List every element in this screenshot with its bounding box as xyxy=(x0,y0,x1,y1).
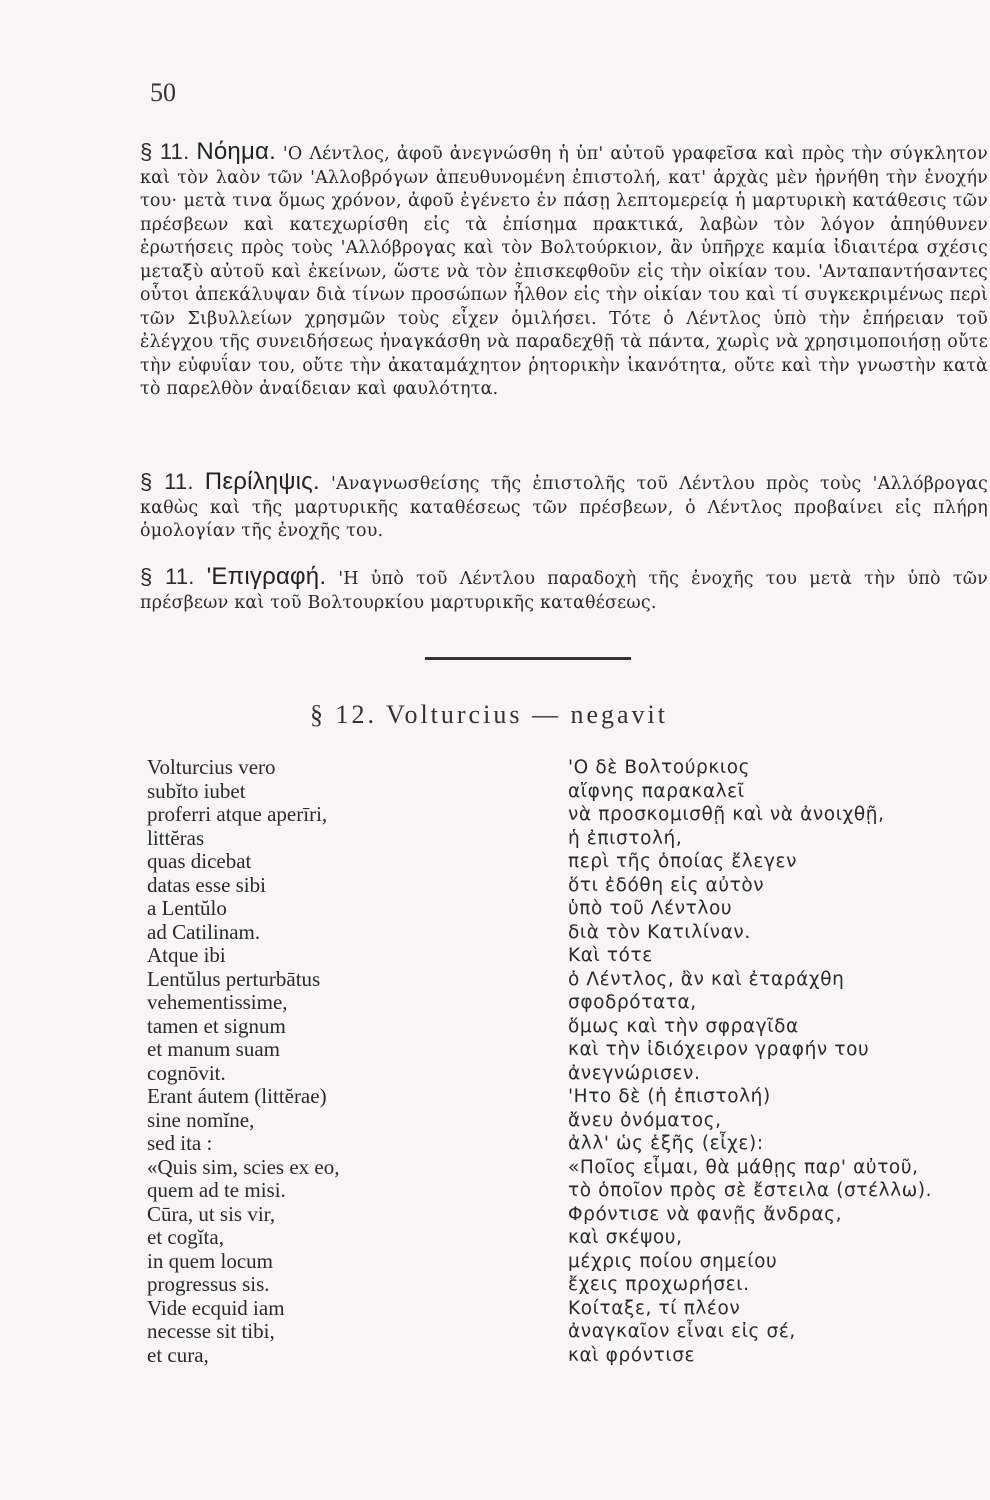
latin-line: littĕras xyxy=(147,825,205,850)
section-epigrafi xyxy=(140,565,988,615)
divider-rule xyxy=(425,657,631,660)
greek-line: διὰ τὸν Κατιλίναν. xyxy=(568,921,751,943)
latin-line: sed ita : xyxy=(147,1131,213,1155)
section-number: § 11. xyxy=(140,564,195,589)
latin-line: et cogĭta, xyxy=(147,1225,224,1249)
section-text: 'Αναγνωσθείσης τῆς ἐπιστολῆς τοῦ Λέντλου πρὸς τοὺς 'Αλλόβρογας καθὼς καὶ τῆς μαρτυρικῆς καταθέσεως τῶν πρέσβεων, ὁ Λέντλος προβαίνει εἰς πλήρη ὁμολογίαν τῆς ἐνοχῆς του. xyxy=(140,474,989,541)
greek-line: ὅμως καὶ τὴν σφραγῖδα xyxy=(568,1015,799,1037)
latin-line: vehementissime, xyxy=(147,990,288,1014)
section-perilipsis xyxy=(140,470,988,544)
latin-line: et manum suam xyxy=(147,1037,280,1061)
section-heading: Περίληψις. xyxy=(204,468,320,495)
greek-line: αἴφνης παρακαλεῖ xyxy=(568,780,745,802)
latin-line: Atque ibi xyxy=(147,943,226,967)
section-text: 'Η ὑπὸ τοῦ Λέντλου παραδοχὴ τῆς ἐνοχῆς του μετὰ τὴν ὑπὸ τῶν πρέσβεων καὶ τοῦ Βολτουρκίου μαρτυρικῆς καταθέσεως. xyxy=(140,569,989,613)
latin-line: Volturcius vero xyxy=(147,755,276,779)
greek-line: ἔχεις προχωρήσει. xyxy=(568,1274,750,1295)
greek-line: σφοδρότατα, xyxy=(568,992,697,1013)
greek-line: 'Ο δὲ Βολτούρκιος xyxy=(568,757,751,778)
greek-line: τὸ ὁποῖον πρὸς σὲ ἔστειλα (στέλλω). xyxy=(568,1180,933,1201)
latin-line: sine nomĭne, xyxy=(147,1107,255,1132)
latin-line: datas esse sibi xyxy=(147,872,266,897)
section-text: 'Ο Λέντλος, ἀφοῦ ἀνεγνώσθη ἡ ὑπ' αὐτοῦ γραφεῖσα καὶ πρὸς τὴν σύγκλητον καὶ τὸν λαὸν τῶν 'Αλλοβρόγων ἀπευθυνομένη ἐπιστολή, κατ' ἀρχὰς μὲν ἠρνήθη τὴν ἐνοχήν του· μετὰ τινα ὅμως χρόνον, ἀφοῦ ἐγένετο ἐν πάσῃ λεπτομερείᾳ ἡ μαρτυρικὴ κατάθεσις τῶν πρέσβεων καὶ κατεχωρίσθη εἰς τὰ ἐπίσημα πρακτικά, λαβὼν τὸν λόγον ἀπηύθυνεν ἐρωτήσεις πρὸς τοὺς 'Αλλόβρογας καὶ τὸν Βολτούρκιον, ἂν ὑπῆρχε καμία ἰδιαιτέρα σχέσις μεταξὺ αὐτοῦ καὶ ἐκείνων, ὥστε νὰ τὸν ἐπισκεφθοῦν εἰς τὴν οἰκίαν του. 'Ανταπαντήσαντες οὗτοι ἀπεκάλυψαν διὰ τίνων προσώπων ἦλθον εἰς τὴν οἰκίαν του καὶ τί συγκεκριμένως περὶ τῶν Σιβυλλείων χρησμῶν τοὺς εἶχεν ὁμιλήσει. Τότε ὁ Λέντλος ὑπὸ τὴν ἐπήρειαν τοῦ ἐλέγχου τῆς συνειδήσεως ἠναγκάσθη νὰ παραδεχθῇ τὰ πάντα, χωρὶς νὰ χρησιμοποιήσῃ οὔτε τὴν εὐφυΐαν του, οὔτε τὴν ἀκαταμάχητον ῥητορικὴν ἱκανότητα, οὔτε καὶ τὴν γνωστὴν κατὰ τὸ παρελθὸν ἀναίδειαν καὶ φαυλότητα. xyxy=(140,144,989,399)
greek-line: Κοίταξε, τί πλέον xyxy=(568,1297,741,1319)
latin-line: in quem locum xyxy=(147,1248,273,1273)
latin-line: ad Catilinam. xyxy=(147,919,261,944)
greek-line: καὶ σκέψου, xyxy=(568,1227,683,1248)
greek-line: περὶ τῆς ὁποίας ἔλεγεν xyxy=(568,851,798,872)
latin-line: tamen et signum xyxy=(147,1013,286,1038)
latin-line: proferri atque aperīri, xyxy=(147,802,328,826)
section-heading: Νόημα. xyxy=(196,138,276,165)
greek-line: ὑπὸ τοῦ Λέντλου xyxy=(568,898,733,919)
greek-line: Φρόντισε νὰ φανῇς ἄνδρας, xyxy=(568,1203,843,1225)
greek-line: νὰ προσκομισθῇ καὶ νὰ ἀνοιχθῇ, xyxy=(568,804,885,825)
latin-line: quas dicebat xyxy=(147,849,252,873)
section-heading: 'Επιγραφή. xyxy=(206,563,327,590)
greek-line: ὁ Λέντλος, ἂν καὶ ἐταράχθη xyxy=(568,968,845,990)
greek-line: καὶ τὴν ἰδιόχειρον γραφήν του xyxy=(568,1039,870,1060)
greek-line: ἄνευ ὀνόματος, xyxy=(568,1109,722,1131)
latin-line: Vide ecquid iam xyxy=(147,1295,285,1320)
latin-column xyxy=(147,756,339,1367)
greek-line: ἀναγκαῖον εἶναι εἰς σέ, xyxy=(568,1321,796,1342)
greek-line: καὶ φρόντισε xyxy=(568,1344,696,1366)
latin-line: necesse sit tibi, xyxy=(147,1319,275,1343)
greek-line: Καὶ τότε xyxy=(568,945,653,966)
page-number: 50 xyxy=(150,78,176,107)
greek-line: ὅτι ἐδόθη εἰς αὐτὸν xyxy=(568,874,765,896)
latin-line: Erant áutem (littĕrae) xyxy=(147,1084,327,1108)
latin-line: Cūra, ut sis vir, xyxy=(147,1201,276,1226)
greek-line: 'Ητο δὲ (ἡ ἐπιστολή) xyxy=(568,1086,771,1107)
latin-line: progressus sis. xyxy=(147,1272,270,1296)
subsection-title: § 12. Volturcius — negavit xyxy=(310,700,668,729)
latin-line: Lentŭlus perturbātus xyxy=(147,966,321,991)
section-noima xyxy=(140,140,988,402)
latin-line: cognōvit. xyxy=(147,1060,226,1085)
greek-line: «Ποῖος εἶμαι, θὰ μάθῃς παρ' αὐτοῦ, xyxy=(568,1156,919,1178)
greek-line: ἡ ἐπιστολή, xyxy=(568,827,683,849)
section-number: § 11. xyxy=(140,139,190,164)
section-number: § 11. xyxy=(140,469,194,494)
latin-line: et cura, xyxy=(147,1342,209,1367)
latin-line: subĭto iubet xyxy=(147,778,246,803)
greek-line: ἀλλ' ὡς ἑξῆς (εἶχε): xyxy=(568,1133,764,1154)
greek-line: ἀνεγνώρισεν. xyxy=(568,1062,701,1084)
latin-line: quem ad te misi. xyxy=(147,1178,286,1202)
latin-line: a Lentŭlo xyxy=(147,896,227,920)
greek-column xyxy=(568,756,932,1367)
greek-line: μέχρις ποίου σημείου xyxy=(568,1250,778,1272)
latin-line: «Quis sim, scies ex eo, xyxy=(147,1154,340,1179)
